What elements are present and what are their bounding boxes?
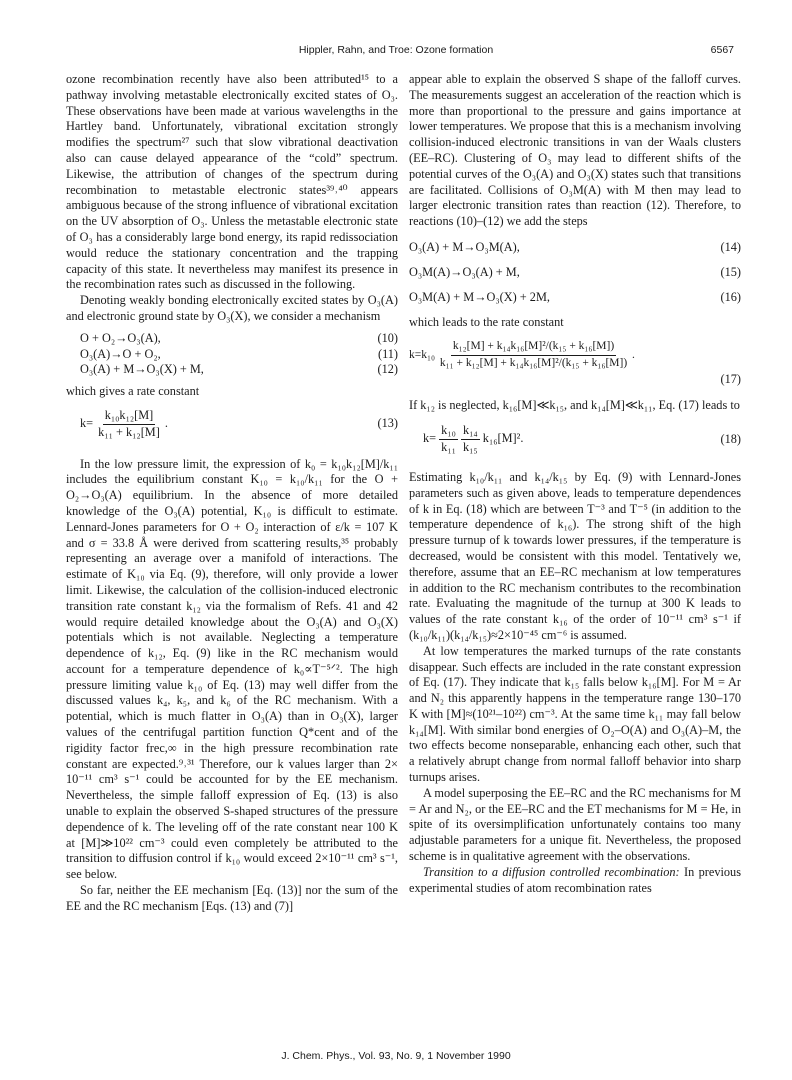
paragraph: which gives a rate constant (66, 384, 200, 399)
equation-lhs: k= (80, 416, 94, 431)
journal-footer: J. Chem. Phys., Vol. 93, No. 9, 1 November 1990 (281, 1050, 511, 1062)
equation-number: (15) (720, 264, 741, 279)
equation-17 (409, 339, 741, 387)
equation-group (409, 240, 741, 305)
equation-number: (14) (720, 239, 741, 254)
paragraph: which leads to the rate constant (409, 315, 564, 330)
equation-group (66, 331, 398, 378)
equation-lhs: k=k₁₀ (409, 349, 436, 362)
numerator: k₁₀k₁₂[M] (103, 408, 156, 425)
left-column (66, 72, 398, 915)
fraction (96, 408, 162, 441)
fraction (461, 423, 480, 456)
equation-number: (17) (720, 371, 741, 386)
equation-number: (13) (377, 416, 398, 431)
denominator: k₁₁ + k₁₂[M] + k₁₄k₁₆[M]²/(k₁₅ + k₁₆[M]) (439, 356, 628, 369)
equation-body: O₃M(A) + M→O₃(X) + 2M, (409, 289, 550, 304)
running-header (0, 40, 792, 60)
denominator: k₁₅ (462, 440, 478, 455)
denominator: k₁₁ + k₁₂[M] (98, 424, 160, 439)
running-title: Hippler, Rahn, and Troe: Ozone formation (298, 44, 494, 56)
fraction (438, 339, 629, 372)
numerator: k₁₄ (461, 423, 480, 440)
equation-number: (16) (720, 289, 741, 304)
paragraph: In the low pressure limit, the expression of k₀ = k₁₀k₁₂[M]/k₁₁ includes the equilibrium constant K₁₀ = k₁₀/k₁₁ for the O + O₂→O₃(A) equilibrium. In the absence of more detailed knowledge of the O₃(A) potential, K₁₀ is difficult to estimate. Lennard-Jones parameters for O + O₂ interaction of ε/k = 107 K and σ = 33.8 Å were derived from scattering results,³⁵ probably representing an average over a manifold of interactions. The estimate of K₁₀ via Eq. (9), therefore, will only provide a lower limit. Likewise, the calculation of the collision-induced electronic transition rate constant k₁₂ via the formalism of Refs. 41 and 42 would require detailed knowledge about the O₃(A) and O₃(X) potentials which is not available. Neglecting a temperature dependence of k₁₂, Eq. (9) like in the RC mechanism would account for a temperature dependence of k₀∝T⁻⁵ᐟ². The high pressure limiting value k₁₀ of Eq. (13) may well differ from the discussed values k₄, k₅, and k₆ of the RC mechanism. With a potential, which is much flatter in O₃(A) than in O₃(X), larger values of the centrifugal partition function Q*cent and of the rigidity factor frec,∞ in the high pressure recombination rate constant are expected.⁹˒³¹ Therefore, our k values larger than 2× 10⁻¹¹ cm³ s⁻¹ could be accounted for by the EE mechanism. Nevertheless, the simple falloff expression of Eq. (13) is also unable to explain the observed S-shaped structures of the pressure dependence of k. The leveling off of the rate constant near 100 K at [M]≫10²² cm⁻³ could even completely be attributed to the transition to diffusion control if k₁₀ would exceed 2×10⁻¹¹ cm³ s⁻¹, see below. (66, 456, 398, 882)
equation-body (66, 408, 168, 441)
equation-row (66, 408, 398, 441)
paragraph: Estimating k₁₀/k₁₁ and k₁₄/k₁₅ by Eq. (9) with Lennard-Jones parameters such as given above, leads to temperature dependences of k in Eq. (18) which are between T⁻³ and T⁻⁵ (in addition to the temperature dependence of k₁₆). The strong shift of the high pressure turnup of k towards lower pressures, if the temperature is decreased, would be consistent with this model. Tentatively we, therefore, assume that an EE–RC mechanism at low temperatures in addition to the RC mechanism contributes to the recombination rate. Evaluating the magnitude of the turnup at 300 K leads to values of the rate constant k₁₆ of the order of 10⁻¹¹ cm³ s⁻¹ if (k₁₀/k₁₁)(k₁₄/k₁₅)≈2×10⁻⁴⁵ cm⁻⁶ is assumed. (409, 469, 741, 642)
paragraph: At low temperatures the marked turnups of the rate constants disappear. Such effects are included in the rate constant expression of Eq. (17). They indicate that k₁₅ falls below k₁₆[M]. For M = Ar and N₂ this apparently happens in the temperature range 130–170 K with [M]≈(10²¹–10²²) cm⁻³. At the same time k₁₁ may fall below k₁₄[M]. With similar bond energies of O₂–O(A) and O₃(A)–M, the two effects become nonseparable, enhancing each other, such that a relatively abrupt change from normal falloff behavior into sharp turnups arises. (409, 643, 741, 785)
paragraph: appear able to explain the observed S shape of the falloff curves. The measurements suggest an acceleration of the reaction which is more than proportional to the pressure and gains importance at lower temperatures. We propose that this is a mechanism involving collision-induced electronic transitions in van der Waals clusters (EE–RC). Clustering of O₃ may lead to different shifts of the potential curves of the O₃(A) and O₃(X) states such that transitions are facilitated. Collisions of O₃M(A) with M then may lead to larger electronic transition rates than reaction (12). Therefore, to reactions (10)–(12) we add the steps (409, 72, 741, 229)
equation-14 (409, 240, 741, 256)
equation-number: (12) (377, 362, 398, 377)
paragraph (409, 865, 741, 897)
equation-18 (409, 423, 741, 456)
equation-body: O₃(A)→O + O₂, (80, 346, 161, 361)
right-column (409, 72, 741, 896)
paragraph: Denoting weakly bonding electronically excited states by O₃(A) and electronic ground state by O₃(X), we consider a mechanism (66, 293, 398, 323)
equation-12 (80, 362, 398, 378)
equation-lhs: k= (423, 431, 437, 446)
equation-11 (80, 347, 398, 363)
paragraph: So far, neither the EE mechanism [Eq. (13)] nor the sum of the EE and the RC mechanism [Eqs. (13) and (7)] (66, 883, 398, 913)
numerator: k₁₂[M] + k₁₄k₁₆[M]²/(k₁₅ + k₁₆[M]) (451, 339, 616, 356)
equation-row (409, 339, 741, 372)
equation-row (409, 423, 741, 456)
equation-number: (10) (377, 330, 398, 345)
paragraph: A model superposing the EE–RC and the RC mechanisms for M = Ar and N₂, or the EE–RC and the ET mechanisms for M = He, in spite of its oversimplification unfortunately contains too many adjustable parameters for a unique fit. Nevertheless, the proposed scheme is in qualitative agreement with the observations. (409, 785, 741, 864)
equation-number: (18) (720, 431, 741, 446)
numerator: k₁₀ (439, 423, 458, 440)
paragraph-text: In previous experimental studies of atom recombination rates (409, 864, 741, 895)
equation-body (409, 423, 523, 456)
equation-body: O₃(A) + M→O₃(X) + M, (80, 362, 204, 377)
equation-15 (409, 265, 741, 281)
equation-body: O + O₂→O₃(A), (80, 330, 161, 345)
equation-tail: . (632, 349, 635, 362)
equation-16 (409, 290, 741, 306)
paragraph: ozone recombination recently have also been attributed¹⁵ to a pathway involving metastable electronically excited states of O₃. These observations have been made at various wavelengths in the Hartley band. Unfortunately, vibrational excitation strongly modifies the spectrum²⁷ such that slow vibrational deactivation also can cause delayed appearance of the “cold” spectrum. Likewise, the attribution of changes of the spectrum during recombination to metastable electronic states³⁹˒⁴⁰ appears ambiguous because of the strong influence of vibrational excitation on the UV absorption of O₃. Unless the metastable electronic state of O₃ has a considerably large bond energy, its rapid redissociation would reduce the stationary concentration and the trapping capacity of this state. It nevertheless may manifest its presence in the recombination rates such as discussed in the following. (66, 72, 398, 292)
run-in-heading: Transition to a diffusion controlled recombination: (423, 864, 680, 879)
equation-number: (11) (377, 346, 398, 361)
equation-tail: . (164, 416, 168, 431)
paragraph: If k₁₂ is neglected, k₁₆[M]≪k₁₅, and k₁₄[M]≪k₁₁, Eq. (17) leads to (409, 397, 740, 412)
equation-10 (80, 331, 398, 347)
equation-13 (66, 408, 398, 441)
fraction (439, 423, 458, 456)
denominator: k₁₁ (441, 440, 456, 455)
equation-tail: k₁₆[M]². (482, 431, 524, 446)
equation-body: O₃(A) + M→O₃M(A), (409, 239, 520, 254)
equation-body: O₃M(A)→O₃(A) + M, (409, 264, 520, 279)
equation-number-row (409, 372, 741, 388)
page-number: 6567 (710, 44, 734, 56)
